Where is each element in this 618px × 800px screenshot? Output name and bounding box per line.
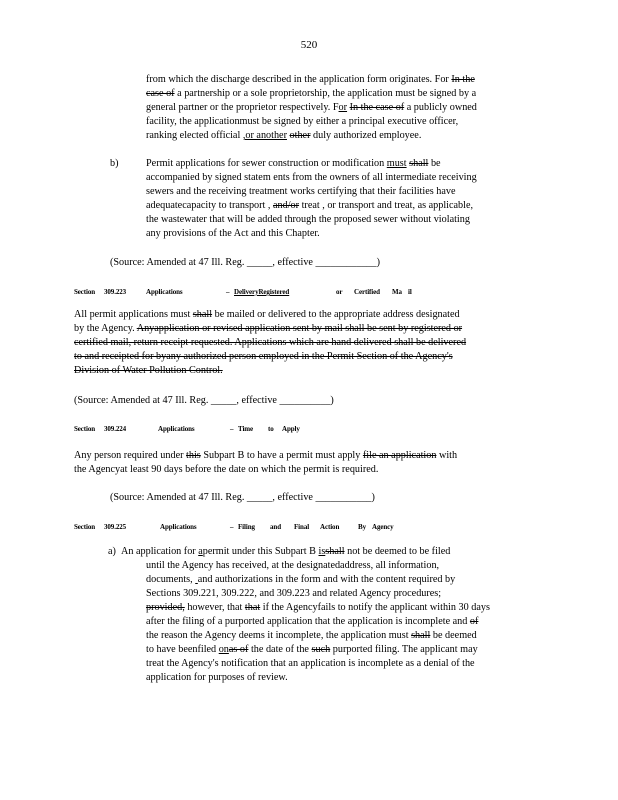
text-line: the reason the Agency deems it incomplete, the application must shall be deemed xyxy=(146,630,477,641)
section-number: 309.225 xyxy=(104,523,127,531)
section-word: to xyxy=(268,425,274,433)
paragraph-marker-a: a) xyxy=(108,546,116,557)
section-word: Final xyxy=(294,523,310,531)
paragraph-marker-b: b) xyxy=(110,158,119,169)
text-line: to have beenfiled onas of the date of the such purported filing. The applicant may xyxy=(146,644,478,655)
section-title: Applications xyxy=(146,288,183,296)
text-line: certified mail, return receipt requested. Applications which are hand delivered shall be delivered xyxy=(74,337,467,348)
section-heading-309-223 xyxy=(74,285,554,295)
section-word: il xyxy=(408,288,412,296)
section-number: 309.223 xyxy=(104,288,127,296)
section-number: 309.224 xyxy=(104,425,127,433)
source-note: (Source: Amended at 47 Ill. Reg. _____, effective ____________) xyxy=(110,257,381,268)
text-line: ranking elected official ,or another other duly authorized employee. xyxy=(146,130,422,141)
section-word: or xyxy=(336,288,343,296)
paragraph-b xyxy=(146,157,536,241)
text-line: application for purposes of review. xyxy=(146,672,288,683)
paragraph-309-223 xyxy=(74,308,538,378)
section-dash: – xyxy=(230,523,234,531)
text-line: provided, however, that that if the Agencyfails to notify the applicant within 30 days xyxy=(146,602,490,613)
section-label: Section xyxy=(74,288,96,296)
paragraph-309-225-a xyxy=(146,559,541,685)
text-line: documents, and authorizations in the form and with the content required by xyxy=(146,574,456,585)
text-line: after the filing of a purported application that the application is incomplete and of xyxy=(146,616,479,627)
source-note: (Source: Amended at 47 Ill. Reg. _____, effective __________) xyxy=(74,395,334,406)
section-dash: – xyxy=(226,288,230,296)
text-line: treat the Agency's notification that an application is incomplete as a denial of the xyxy=(146,658,475,669)
text-line: Division of Water Pollution Control. xyxy=(74,365,223,376)
paragraph-continuation xyxy=(146,73,534,143)
text-line: Any person required under this Subpart B to have a permit must apply file an application with xyxy=(74,450,458,461)
section-word: Agency xyxy=(372,523,394,531)
text-line: by the Agency. Anyapplication or revised application sent by mail shall be sent by registered or xyxy=(74,323,463,334)
section-word: Ma xyxy=(392,288,402,296)
section-dash: – xyxy=(230,425,234,433)
text-line: facility, the applicationmust be signed by either a principal executive officer, xyxy=(146,116,459,127)
section-label: Section xyxy=(74,425,96,433)
section-heading-309-224 xyxy=(74,422,374,432)
section-word: Action xyxy=(320,523,340,531)
paragraph-309-224 xyxy=(74,449,538,477)
text-line: general partner or the proprietor respectively. For In the case of a publicly owned xyxy=(146,102,477,113)
section-word: By xyxy=(358,523,366,531)
text-line: the wastewater that will be added through the proposed sewer without violating xyxy=(146,214,470,225)
section-word: Certified xyxy=(354,288,380,296)
section-word: Apply xyxy=(282,425,300,433)
section-word: DeliveryRegistered xyxy=(234,288,290,296)
text-line: any provisions of the Act and this Chapter. xyxy=(146,228,320,239)
section-word: Time xyxy=(238,425,254,433)
section-title: Applications xyxy=(160,523,197,531)
text-line: until the Agency has received, at the designatedaddress, all information, xyxy=(146,560,440,571)
text-line: Sections 309.221, 309.222, and 309.223 and related Agency procedures; xyxy=(146,588,442,599)
text-line: adequatecapacity to transport , and/or treat , or transport and treat, as applicable, xyxy=(146,200,474,211)
page-number: 520 xyxy=(300,39,318,51)
text-line: from which the discharge described in the application form originates. For In the xyxy=(146,74,475,85)
section-label: Section xyxy=(74,523,96,531)
source-note: (Source: Amended at 47 Ill. Reg. _____, effective ___________) xyxy=(110,492,375,503)
section-word: and xyxy=(270,523,281,531)
paragraph-309-225-a-first xyxy=(121,545,541,559)
text-line: All permit applications must shall be mailed or delivered to the appropriate address designated xyxy=(74,309,460,320)
text-line: case of a partnership or a sole proprietorship, the application must be signed by a xyxy=(146,88,477,99)
section-word: Filing xyxy=(238,523,255,531)
section-heading-309-225 xyxy=(74,520,494,530)
text-line: to and receipted for byany authorized person employed in the Permit Section of the Agency's xyxy=(74,351,453,362)
text-line: sewers and the receiving treatment works certifying that their facilities have xyxy=(146,186,456,197)
text-line: accompanied by signed statem ents from the owners of all intermediate receiving xyxy=(146,172,477,183)
text-line: Permit applications for sewer construction or modification must shall be xyxy=(146,158,441,169)
section-title: Applications xyxy=(158,425,195,433)
text-line: An application for apermit under this Subpart B isshall not be deemed to be filed xyxy=(121,546,451,557)
text-line: the Agencyat least 90 days before the date on which the permit is required. xyxy=(74,464,379,475)
